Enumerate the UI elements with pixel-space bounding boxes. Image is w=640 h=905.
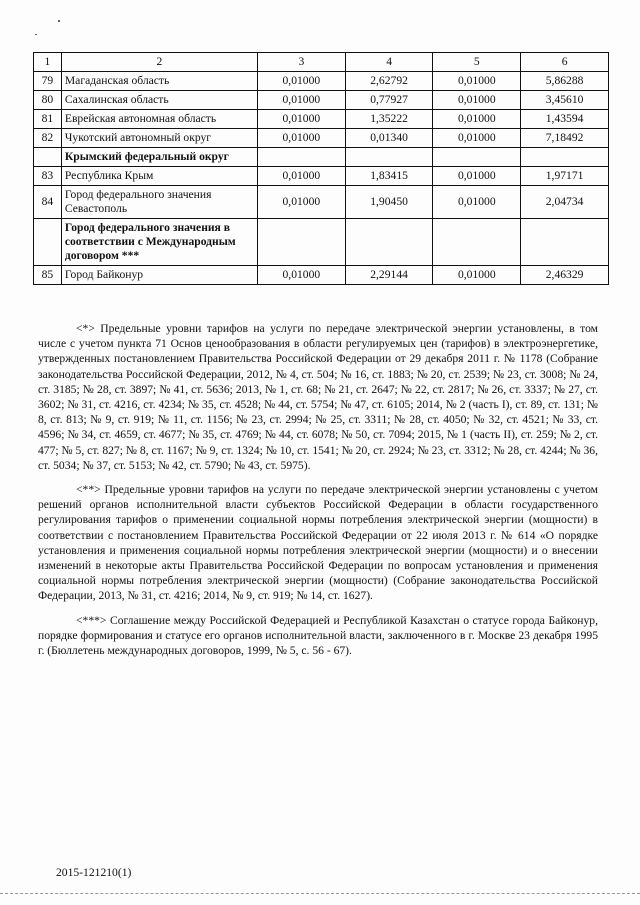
tariff-value-cell: 5,86288 [521, 72, 609, 91]
region-name-cell: Магаданская область [61, 72, 257, 91]
row-number-cell [34, 148, 62, 167]
row-number-cell: 83 [34, 167, 62, 186]
footnote-1: <*> Предельные уровни тарифов на услуги по передаче электрической энергии установлены, в том числе с учетом пункта 71 Основ ценообразования в области регулируемых цен (тарифов) в электроэнергетике, утвержденных постановлением Правительства Российской Федерации от 29 декабря 2011 г. № 1178 (Собрание законодательства Российской Федерации, 2012, № 4, ст. 504; № 16, ст. 1883; № 20, ст. 2539; № 23, ст. 3008; № 24, ст. 3185; № 28, ст. 3897; № 41, ст. 5636; 2013, № 1, ст. 68; № 21, ст. 2647; № 22, ст. 2817; № 26, ст. 3337; № 27, ст. 3602; № 31, ст. 4216, ст. 4234; № 35, ст. 4528; № 44, ст. 5754; № 47, ст. 6105; 2014, № 2 (часть I), ст. 89, ст. 131; № 8, ст. 813; № 9, ст. 919; № 11, ст. 1156; № 23, ст. 2994; № 25, ст. 3311; № 28, ст. 4050; № 32, ст. 4521; № 33, ст. 4596; № 34, ст. 4659, ст. 4677; № 35, ст. 4769; № 44, ст. 6078; № 50, ст. 7094; 2015, № 1 (часть II), ст. 259; № 2, ст. 477; № 5, ст. 827; № 8, ст. 1167; № 9, ст. 1324; № 10, ст. 1541; № 20, ст. 2924; № 23, ст. 3312; № 28, ст. 4244; № 36, ст. 5034; № 37, ст. 5153; № 42, ст. 5790; № 43, ст. 5975). [38, 322, 598, 472]
tariff-value-cell: 0,01000 [257, 167, 345, 186]
table-row [34, 72, 609, 91]
region-name-cell: Чукотский автономный округ [61, 129, 257, 148]
row-number-cell: 79 [34, 72, 62, 91]
row-number-cell: 82 [34, 129, 62, 148]
region-name-cell: Республика Крым [61, 167, 257, 186]
tariff-value-cell: 2,04734 [521, 186, 609, 219]
tariff-value-cell: 2,62792 [345, 72, 433, 91]
empty-value-cell [433, 219, 521, 266]
tariff-value-cell: 1,90450 [345, 186, 433, 219]
tariff-value-cell: 1,43594 [521, 110, 609, 129]
tariff-value-cell: 0,01000 [257, 110, 345, 129]
table-header-row [34, 53, 609, 72]
tariff-value-cell: 0,01000 [433, 266, 521, 285]
row-number-cell: 81 [34, 110, 62, 129]
empty-value-cell [521, 148, 609, 167]
row-number-cell: 80 [34, 91, 62, 110]
empty-value-cell [345, 148, 433, 167]
region-name-cell: Город федерального значения Севастополь [61, 186, 257, 219]
empty-value-cell [433, 148, 521, 167]
scan-speck [58, 20, 60, 22]
row-number-cell [34, 219, 62, 266]
table-row [34, 266, 609, 285]
region-name-cell: Еврейская автономная область [61, 110, 257, 129]
column-number-3: 3 [257, 53, 345, 72]
tariff-value-cell: 2,29144 [345, 266, 433, 285]
tariff-value-cell: 0,01000 [433, 91, 521, 110]
tariff-value-cell: 0,01000 [433, 186, 521, 219]
footnotes [38, 321, 598, 667]
row-number-cell: 84 [34, 186, 62, 219]
empty-value-cell [345, 219, 433, 266]
region-name-cell: Город Байконур [61, 266, 257, 285]
tariff-value-cell: 1,83415 [345, 167, 433, 186]
column-number-2: 2 [61, 53, 257, 72]
table-row [34, 167, 609, 186]
table-row [34, 91, 609, 110]
table-section-row [34, 148, 609, 167]
tariff-value-cell: 0,01000 [257, 129, 345, 148]
tariff-value-cell: 0,01000 [257, 186, 345, 219]
tariff-value-cell: 0,01000 [433, 110, 521, 129]
empty-value-cell [257, 148, 345, 167]
table-section-row [34, 219, 609, 266]
column-number-5: 5 [433, 53, 521, 72]
footnote-3: <***> Соглашение между Российской Федерацией и Республикой Казахстан о статусе города Байконур, порядке формирования и статусе его органов исполнительной власти, заключенного в г. Москве 23 декабря 1995 г. (Бюллетень международных договоров, 1999, № 5, с. 56 - 67). [38, 613, 598, 658]
column-number-1: 1 [34, 53, 62, 72]
tariff-value-cell: 2,46329 [521, 266, 609, 285]
section-heading: Крымский федеральный округ [61, 148, 257, 167]
table-row [34, 186, 609, 219]
tariff-value-cell: 0,01000 [433, 167, 521, 186]
tariff-value-cell: 0,01000 [433, 72, 521, 91]
table-row [34, 110, 609, 129]
tariff-value-cell: 3,45610 [521, 91, 609, 110]
row-number-cell: 85 [34, 266, 62, 285]
tariff-value-cell: 0,01000 [257, 72, 345, 91]
column-number-4: 4 [345, 53, 433, 72]
tariff-value-cell: 0,01000 [257, 91, 345, 110]
empty-value-cell [521, 219, 609, 266]
tariff-value-cell: 0,01000 [257, 266, 345, 285]
table-row [34, 129, 609, 148]
scan-speck [35, 34, 37, 35]
tariff-table [33, 52, 609, 285]
tariff-value-cell: 1,97171 [521, 167, 609, 186]
region-name-cell: Сахалинская область [61, 91, 257, 110]
tariff-value-cell: 1,35222 [345, 110, 433, 129]
tariff-value-cell: 0,77927 [345, 91, 433, 110]
document-code: 2015-121210(1) [56, 866, 132, 879]
column-number-6: 6 [521, 53, 609, 72]
empty-value-cell [257, 219, 345, 266]
tariff-value-cell: 0,01340 [345, 129, 433, 148]
tariff-value-cell: 0,01000 [433, 129, 521, 148]
footnote-2: <**> Предельные уровни тарифов на услуги по передаче электрической энергии установлены с учетом решений органов исполнительной власти субъектов Российской Федерации в области государственного регулирования тарифов о применении социальной нормы потребления электрической энергии (мощности) в соответствии с постановлением Правительства Российской Федерации от 22 июля 2013 г. № 614 «О порядке установления и применения социальной нормы потребления электрической энергии (мощности) и о внесении изменений в некоторые акты Правительства Российской Федерации по вопросам установления и применения социальной нормы потребления электрической энергии (мощности) (Собрание законодательства Российской Федерации, 2013, № 31, ст. 4216; 2014, № 9, ст. 919; № 14, ст. 1627). [38, 483, 598, 603]
bottom-rule [0, 893, 640, 894]
section-heading: Город федерального значения в соответствии с Международным договором *** [61, 219, 257, 266]
tariff-value-cell: 7,18492 [521, 129, 609, 148]
